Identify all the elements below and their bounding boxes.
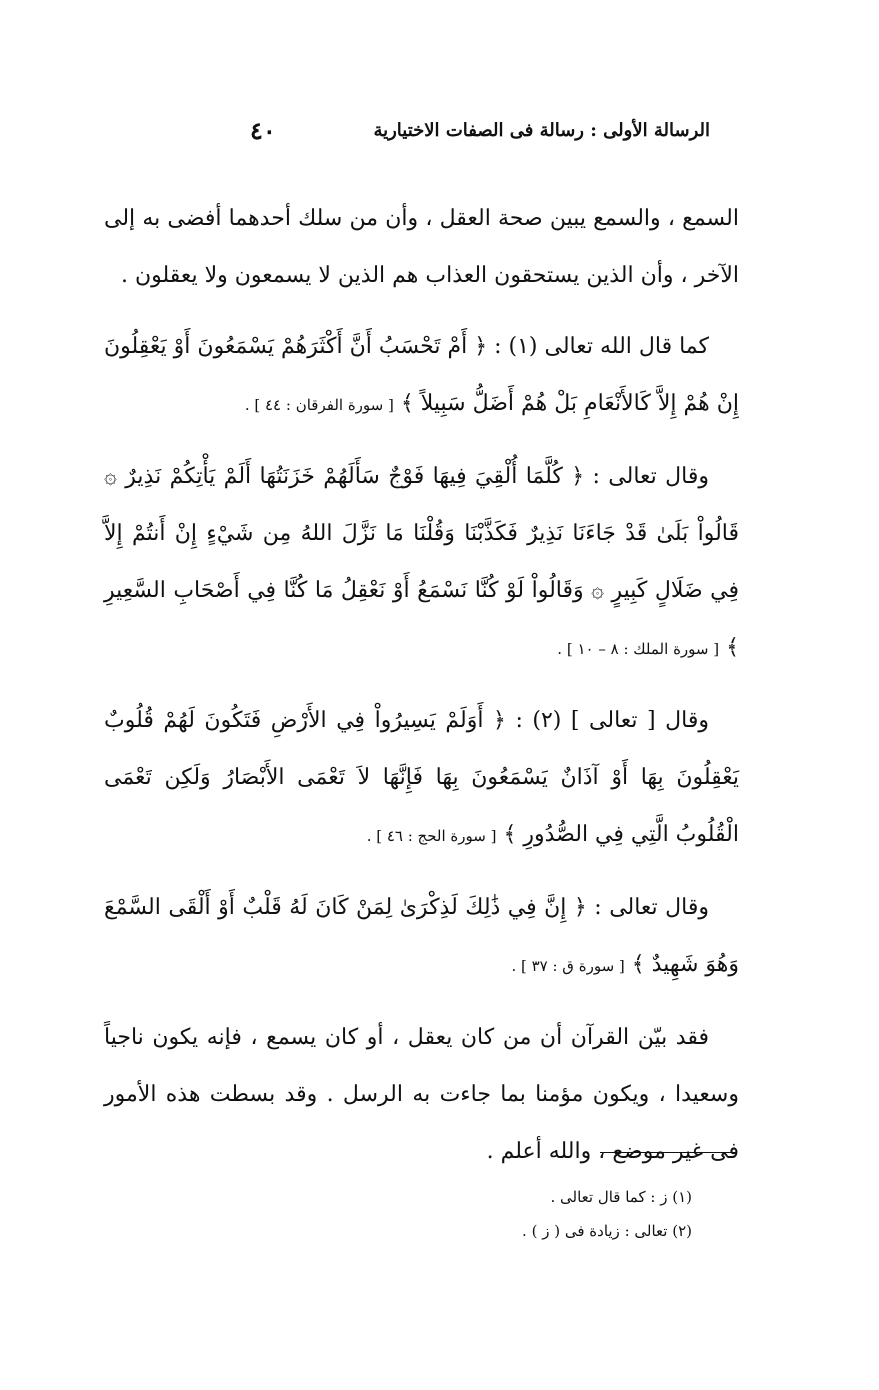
sura-reference: [ سورة الفرقان : ٤٤ ] . bbox=[244, 396, 394, 414]
sura-reference: [ سورة الملك : ٨ – ١٠ ] . bbox=[557, 640, 720, 658]
sura-reference: [ سورة الحج : ٤٦ ] . bbox=[366, 827, 497, 845]
paragraph bbox=[104, 318, 739, 434]
paragraph-text: وقال تعالى : ﴿ كُلَّمَا أُلْقِيَ فِيهَا فَوْجٌ سَأَلَهُمْ خَزَنَتُهَا أَلَمْ يَأْتِكُمْ نَذِيرٌ ۞ قَالُواْ بَلَىٰ قَدْ جَاءَنَا نَذِيرٌ فَكَذَّبْنَا وَقُلْنَا مَا نَزَّلَ اللهُ مِن شَيْءٍ إِنْ أَنتُمْ إِلاَّ فِي ضَلَالٍ كَبِيرٍ ۞ وَقَالُواْ لَوْ كُنَّا نَسْمَعُ أَوْ نَعْقِلُ مَا كُنَّا فِي أَصْحَابِ السَّعِيرِ ﴾ bbox=[104, 464, 739, 660]
paragraph-text: فقد بيّن القرآن أن من كان يعقل ، أو كان يسمع ، فإنه يكون ناجياً وسعيدا ، ويكون مؤمنا بما جاءت به الرسل . وقد بسطت هذه الأمور فى غير موضع ، والله أعلم . bbox=[104, 1025, 739, 1164]
main-text bbox=[104, 190, 739, 1194]
footnote: (١) ز : كما قال تعالى . bbox=[550, 1188, 692, 1206]
page-header bbox=[250, 112, 710, 148]
sura-reference: [ سورة ق : ٣٧ ] . bbox=[511, 957, 625, 975]
paragraph-text: وقال [ تعالى ] (٢) : ﴿ أَوَلَمْ يَسِيرُواْ فِي الأَرْضِ فَتَكُونَ لَهُمْ قُلُوبٌ يَعْقِلُونَ بِهَا أَوْ آذَانٌ يَسْمَعُونَ بِهَا فَإِنَّهَا لاَ تَعْمَى الأَبْصَارُ وَلَكِن تَعْمَى الْقُلُوبُ الَّتِي فِي الصُّدُورِ ﴾ bbox=[104, 708, 739, 847]
footnotes bbox=[430, 1180, 692, 1248]
paragraph bbox=[104, 1009, 739, 1180]
footnote-divider bbox=[600, 1152, 736, 1153]
footnote: (٢) تعالى : زيادة فى ( ز ) . bbox=[522, 1222, 692, 1240]
paragraph-text: وقال تعالى : ﴿ إِنَّ فِي ذَٰلِكَ لَذِكْرَىٰ لِمَنْ كَانَ لَهُ قَلْبٌ أَوْ أَلْقَى السَّمْعَ وَهُوَ شَهِيدٌ ﴾ bbox=[104, 895, 739, 977]
paragraph-text: السمع ، والسمع يبين صحة العقل ، وأن من سلك أحدهما أفضى به إلى الآخر ، وأن الذين يستحقون العذاب هم الذين لا يسمعون ولا يعقلون . bbox=[104, 206, 739, 288]
paragraph bbox=[104, 879, 739, 995]
paragraph bbox=[104, 692, 739, 865]
paragraph bbox=[104, 448, 739, 678]
running-title: الرسالة الأولى : رسالة فى الصفات الاختيارية bbox=[373, 119, 710, 141]
paragraph-text: كما قال الله تعالى (١) : ﴿ أَمْ تَحْسَبُ أَنَّ أَكْثَرَهُمْ يَسْمَعُونَ أَوْ يَعْقِلُونَ إِنْ هُمْ إِلاَّ كَالأَنْعَامِ بَلْ هُمْ أَضَلُّ سَبِيلاً ﴾ bbox=[104, 334, 739, 416]
page-number: ٤٠ bbox=[250, 115, 276, 145]
paragraph bbox=[104, 190, 739, 304]
